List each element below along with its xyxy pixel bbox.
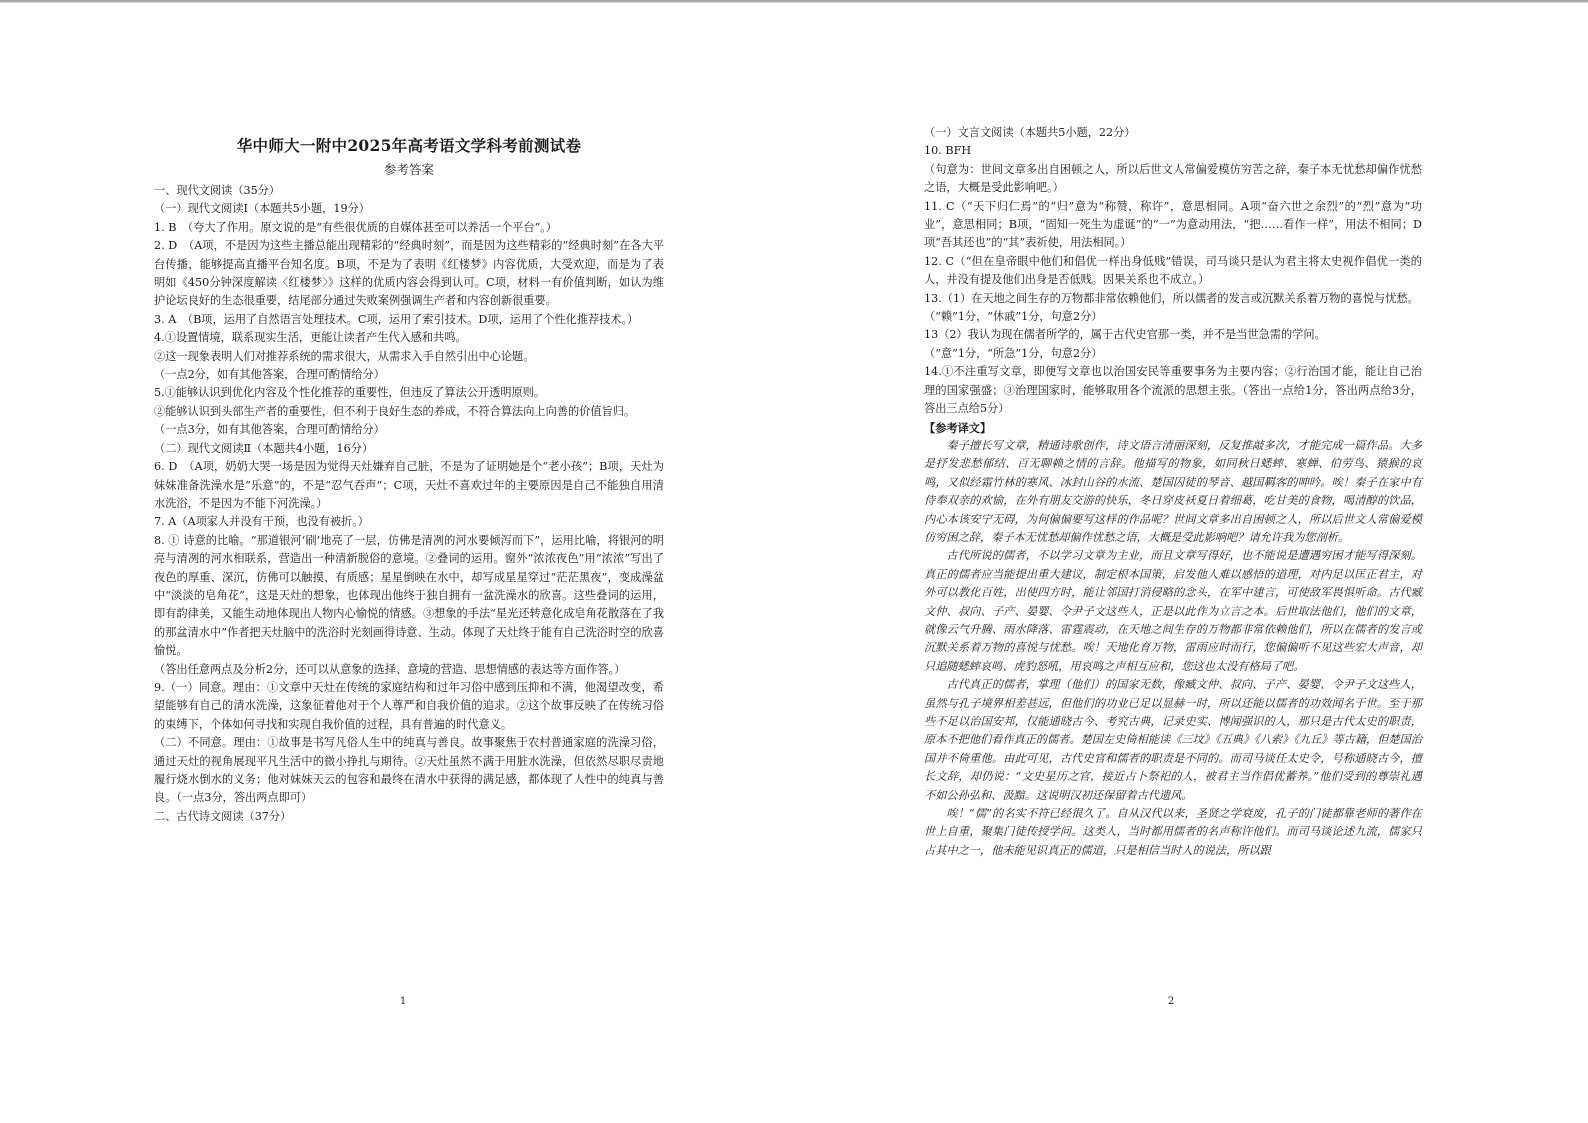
answer-paragraph: 2. D （A项，不是因为这些主播总能出现精彩的“经典时刻”，而是因为这些精彩的“经典时刻”在各大平台传播，能够提高直播平台知名度。B项，不是为了表明《红楼梦》内容优质，大受欢迎，而是为了表明如《450分钟深度解读〈红楼梦〉》这样的优质内容会得到认可。C项，材料一有价值判断，如认为维护论坛良好的生态很重要，结尾部分通过失败案例强调生产者和内容创新很重要。 — [154, 239, 664, 308]
answer-paragraph: 10. BFH — [924, 144, 972, 158]
translation-paragraph: 古代真正的儒者，掌理（他们）的国家无数，像臧文仲、叔向、子产、晏婴、令尹子文这些人，虽然与孔子境界相差甚远，但他们的功业已足以显赫一时，所以还能以儒者的功效闻名于世。至于那些不足以治国安邦，仅能通晓古今、考究古典，记录史实、博闻强识的人，那只是古代太史的职责，原本不把他们看作真正的儒者。楚国左史倚相能读《三坟》《五典》《八索》《九丘》等古籍，但楚国治国并不倚重他。由此可见，古代史官和儒者的职责是不同的。而司马谈任太史令，号称通晓古今，擅长文辞，却仍说：“文史星历之官，接近占卜祭祀的人，被君主当作倡优蓄养。”他们受到的尊崇礼遇不如公孙弘和、汲黯。这说明汉初还保留着古代遗风。 — [924, 678, 1422, 802]
answer-paragraph: 8. ① 诗意的比喻。“那道银河‘刷’地亮了一层，仿佛是清冽的河水要倾泻而下”，运用比喻，将银河的明亮与清冽的河水相联系，营造出一种清新脱俗的意境。②叠词的运用。窗外“浓浓夜色”用“浓浓”写出了夜色的厚重、深沉，仿佛可以触摸、有质感；星星倒映在水中，却写成星星穿过“茫茫黑夜”，变成澡盆中“淡淡的皂角花”，这是天灶的想象，也体现出他终于独自拥有一盆洗澡水的欣喜。这些叠词的运用，即有韵律美，又能生动地体现出人物内心愉悦的情感。③想象的手法“星光还转意化成皂角花散落在了我的那盆清水中”作者把天灶脑中的洗浴时光刻画得诗意、生动。体现了天灶终于能有自己洗浴时空的欣喜愉悦。 — [154, 533, 664, 658]
reference-translation-heading: 【参考译文】 — [924, 420, 992, 435]
answer-paragraph: 12. C（“但在皇帝眼中他们和倡优一样出身低贱”错误，司马谈只是认为君主将太史视作倡优一类的人，并没有提及他们出身是否低贱。因果关系也不成立。） — [924, 254, 1422, 287]
answer-paragraph: 13（2）我认为现在儒者所学的，属于古代史官那一类，并不是当世急需的学问。 — [924, 328, 1326, 342]
answer-paragraph: （一点3分，如有其他答案，合理可酌情给分） — [154, 423, 385, 437]
answer-paragraph: （“赖”1分，“休戚”1分，句意2分） — [924, 310, 1103, 324]
answer-paragraph: （二）现代文阅读Ⅱ（本题共4小题，16分） — [154, 441, 374, 455]
answer-paragraph: （一点2分，如有其他答案，合理可酌情给分） — [154, 368, 385, 382]
document-subtitle: 参考答案 — [383, 162, 434, 177]
answer-paragraph: 5.①能够认识到优化内容及个性化推荐的重要性，但违反了算法公开透明原则。 — [154, 386, 546, 400]
answer-paragraph: （答出任意两点及分析2分，还可以从意象的选择、意境的营造、思想情感的表达等方面作答。） — [154, 662, 626, 676]
answer-paragraph: 6. D （A项，奶奶大哭一场是因为觉得天灶嫌弃自己脏，不是为了证明她是个“老小孩”；B项，天灶为妹妹准备洗澡水是“乐意”的，不是“忍气吞声”；C项，天灶不喜欢过年的主要原因是自己不能独自用清水洗浴，不是因为不能下河洗澡。） — [154, 460, 664, 510]
answer-sheet-page-2 — [794, 0, 1588, 1123]
reference-translation — [924, 437, 1422, 860]
answer-paragraph: （二）不同意。理由：①故事是书写凡俗人生中的纯真与善良。故事聚焦于农村普通家庭的洗澡习俗，通过天灶的视角展现平凡生活中的微小挣扎与期待。②天灶虽然不满于用脏水洗澡，但依然尽职尽责地履行烧水倒水的义务；他对妹妹天云的包容和最终在清水中获得的满足感，都体现了人性中的纯真与善良。（一点3分，答出两点即可） — [154, 736, 664, 805]
answer-paragraph: 9.（一）同意。理由：①文章中天灶在传统的家庭结构和过年习俗中感到压抑和不满，他渴望改变，希望能够有自己的清水洗澡，这象征着他对于个人尊严和自我价值的追求。②这个故事反映了在传统习俗的束缚下，个体如何寻找和实现自我价值的过程，具有普遍的时代意义。 — [154, 680, 664, 731]
answer-paragraph: 二、古代诗文阅读（37分） — [154, 809, 292, 823]
answer-paragraph: 13.（1）在天地之间生存的万物都非常依赖他们，所以儒者的发言或沉默关系着万物的喜悦与忧愁。 — [924, 291, 1419, 305]
answer-paragraph: ②能够认识到头部生产者的重要性，但不利于良好生态的养成，不符合算法向上向善的价值旨归。 — [154, 404, 636, 418]
page-number: 1 — [399, 996, 407, 1007]
answer-paragraph: ②这一现象表明人们对推荐系统的需求很大，从需求入手自然引出中心论题。 — [154, 349, 535, 363]
answer-paragraph: 11. C（“天下归仁焉”的“归”意为“称赞，称许”，意思相同。A项“奋六世之余烈”的“烈”意为“功业”，意思相同；B项，“固知一死生为虚诞”的“一”为意动用法，“把……看作一样”，用法不相同；D项“吾其还也”的“其”表祈使，用法相同。） — [924, 199, 1422, 250]
right-answer-column — [924, 124, 1422, 860]
answer-paragraph: 14.①不注重写文章，即便写文章也以治国安民等重要事务为主要内容；②行治国才能，能让自己治理的国家强盛；③治理国家时，能够取用各个流派的思想主张。（答出一点给1分，答出两点给3分，答出三点给5分） — [924, 365, 1422, 416]
document-title: 华中师大一附中2025年高考语文学科考前测试卷 — [236, 136, 582, 155]
left-answer-column — [154, 182, 664, 826]
answer-paragraph: 7. A（A项家人并没有干预，也没有被折。） — [154, 515, 369, 529]
page-number: 2 — [1167, 996, 1175, 1007]
answer-paragraph: 3. A （B项，运用了自然语言处理技术。C项，运用了索引技术。D项，运用了个性化推荐技术。） — [154, 312, 639, 326]
answer-paragraph: （句意为：世间文章多出自困顿之人，所以后世文人常偏爱模仿穷苦之辞，秦子本无忧愁却偏作忧愁之语，大概是受此影响吧。） — [924, 162, 1422, 195]
answer-paragraph: 4.①设置情境，联系现实生活，更能让读者产生代入感和共鸣。 — [154, 331, 467, 345]
translation-paragraph: 唉！“儒”的名实不符已经很久了。自从汉代以来，圣贤之学衰废，孔子的门徒都靠老师的著作在世上自重，聚集门徒传授学问。这类人，当时都用儒者的名声称许他们。而司马谈论述九流，儒家只占其中之一，他未能见识真正的儒道，只是相信当时人的说法，所以跟 — [924, 807, 1422, 857]
answer-paragraph: （“意”1分，“所急”1分，句意2分） — [924, 346, 1103, 360]
answer-paragraph: （一）现代文阅读Ⅰ（本题共5小题，19分） — [154, 202, 370, 216]
answer-paragraph: （一）文言文阅读（本题共5小题，22分） — [924, 126, 1136, 139]
translation-paragraph: 古代所说的儒者，不以学习文章为主业，而且文章写得好，也不能说是遭遇穷困才能写得深刻。真正的儒者应当能提出重大建议，制定根本国策，启发他人难以感悟的道理，对内足以匡正君主，对外可以教化百姓，出使四方时，能让邻国打消侵略的念头，在军中建言，可使敌军畏惧听命。古代臧文仲、叔向、子产、晏婴、令尹子文这些人，正是以此作为立言之本。后世取法他们，他们的文章，就像云气升腾、雨水降落、雷霆震动，在天地之间生存的万物都非常依赖他们，所以在儒者的发言或沉默关系着万物的喜悦与忧愁。唉！天地化育万物，雷雨应时而行，您偏偏听不见这些宏大声音，却只追随蟋蟀哀鸣、虎豹怒吼，用哀鸣之声相互应和，您这也太没有格局了吧。 — [924, 549, 1422, 673]
translation-paragraph: 秦子擅长写文章，精通诗歌创作，诗文语言清丽深刻，反复推敲多次，才能完成一篇作品。大多是抒发悲愁郁结、百无聊赖之情的言辞。他描写的物象，如同秋日蟋蟀、寒蝉、伯劳鸟、猿猴的哀鸣，又似经霜竹林的寒风、冰封山谷的水流、楚国囚徒的琴音、越国羁客的呻吟。唉！秦子在家中有侍奉双亲的欢愉，在外有朋友交游的快乐，冬日穿皮袄夏日着细葛，吃甘美的食物，喝清醇的饮品，内心本该安宁无碍，为何偏偏要写这样的作品呢？世间文章多出自困顿之人，所以后世文人常偏爱模仿穷困之辞，秦子本无忧愁却偏作忧愁之语，大概是受此影响吧？请允许我为您剖析。 — [924, 438, 1422, 544]
answer-paragraph: 一、现代文阅读（35分） — [154, 184, 281, 197]
answer-paragraph: 1. B （夸大了作用。原文说的是“有些很优质的自媒体甚至可以养活一个平台”。） — [154, 220, 558, 234]
